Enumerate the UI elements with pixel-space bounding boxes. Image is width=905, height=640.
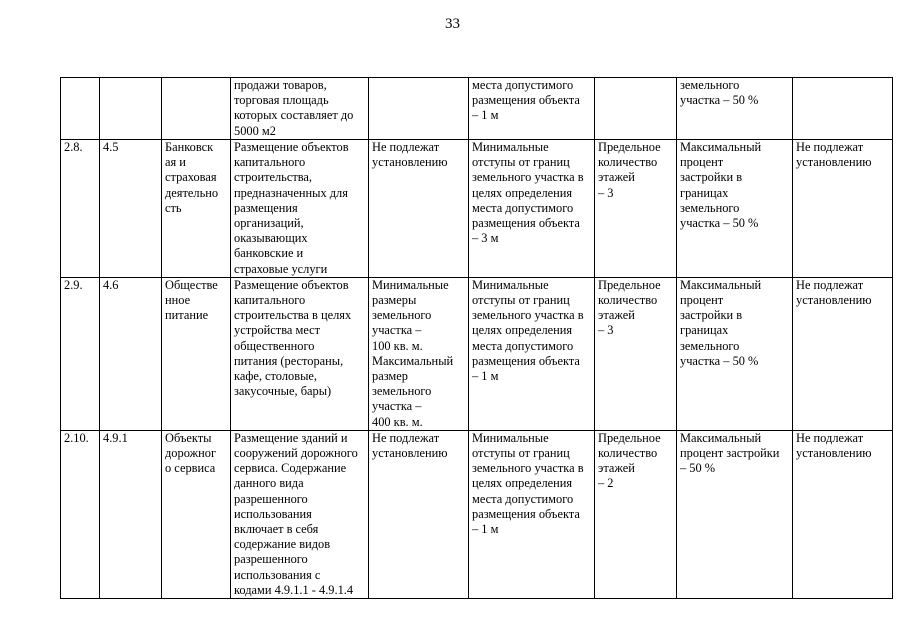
cell-other: Не подлежат установлению: [793, 277, 893, 430]
cell-plot-size: Минимальные размеры земельного участка – 100 кв. м. Максимальный размер земельного участка – 400 кв. м.: [369, 277, 469, 430]
cell-coverage: Максимальный процент застройки в границах земельного участка – 50 %: [677, 140, 793, 278]
cell-use-name: Банковск ая и страховая деятельно сть: [162, 140, 231, 278]
cell-coverage: Максимальный процент застройки – 50 %: [677, 430, 793, 598]
table-row: [61, 277, 893, 430]
cell-use-name: Обществе нное питание: [162, 277, 231, 430]
cell-use-name: Объекты дорожног о сервиса: [162, 430, 231, 598]
table-row: [61, 140, 893, 278]
cell-description: продажи товаров, торговая площадь которых составляет до 5000 м2: [231, 78, 369, 140]
cell-setbacks: Минимальные отступы от границ земельного участка в целях определения места допустимого размещения объекта – 3 м: [469, 140, 595, 278]
cell-description: Размещение объектов капитального строительства, предназначенных для размещения организаций, оказывающих банковские и страховые услуги: [231, 140, 369, 278]
cell-setbacks: Минимальные отступы от границ земельного участка в целях определения места допустимого размещения объекта – 1 м: [469, 277, 595, 430]
cell-floors: Предельное количество этажей – 3: [595, 277, 677, 430]
cell-description: Размещение зданий и сооружений дорожного сервиса. Содержание данного вида разрешенного использования включает в себя содержание видов разрешенного использования с кодами 4.9.1.1 - 4.9.1.4: [231, 430, 369, 598]
cell-setbacks: Минимальные отступы от границ земельного участка в целях определения места допустимого размещения объекта – 1 м: [469, 430, 595, 598]
cell-code: 4.6: [100, 277, 162, 430]
cell-plot-size: [369, 78, 469, 140]
cell-use-name: [162, 78, 231, 140]
cell-other: [793, 78, 893, 140]
cell-other: Не подлежат установлению: [793, 430, 893, 598]
cell-number: 2.9.: [61, 277, 100, 430]
cell-plot-size: Не подлежат установлению: [369, 430, 469, 598]
cell-code: 4.5: [100, 140, 162, 278]
cell-number: 2.10.: [61, 430, 100, 598]
cell-description: Размещение объектов капитального строительства в целях устройства мест общественного питания (рестораны, кафе, столовые, закусочные, бары): [231, 277, 369, 430]
cell-other: Не подлежат установлению: [793, 140, 893, 278]
cell-plot-size: Не подлежат установлению: [369, 140, 469, 278]
table-row: [61, 430, 893, 598]
cell-floors: [595, 78, 677, 140]
cell-floors: Предельное количество этажей – 3: [595, 140, 677, 278]
cell-code: [100, 78, 162, 140]
page-number: 33: [445, 16, 460, 32]
cell-floors: Предельное количество этажей – 2: [595, 430, 677, 598]
cell-number: 2.8.: [61, 140, 100, 278]
regulations-table: [60, 77, 893, 599]
cell-coverage: земельного участка – 50 %: [677, 78, 793, 140]
table-row: [61, 78, 893, 140]
cell-number: [61, 78, 100, 140]
cell-code: 4.9.1: [100, 430, 162, 598]
cell-coverage: Максимальный процент застройки в границах земельного участка – 50 %: [677, 277, 793, 430]
cell-setbacks: места допустимого размещения объекта – 1 м: [469, 78, 595, 140]
